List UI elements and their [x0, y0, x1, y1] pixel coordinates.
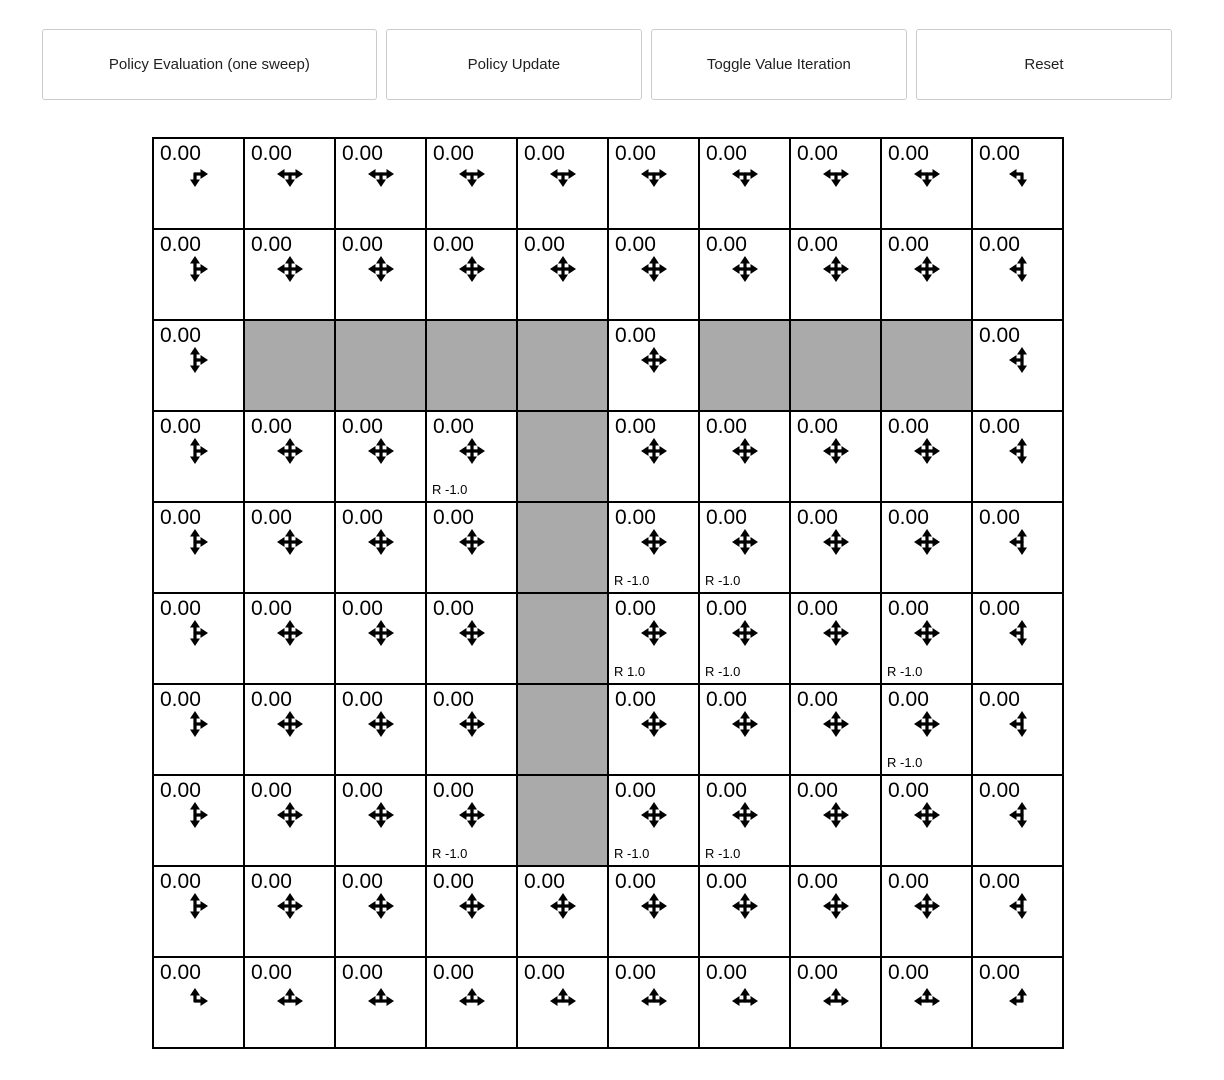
- grid-cell[interactable]: [609, 685, 698, 774]
- state-value: 0.00: [433, 415, 474, 438]
- state-value: 0.00: [433, 506, 474, 529]
- policy-arrow-udlr-icon: [427, 434, 516, 468]
- state-value: 0.00: [160, 779, 201, 802]
- grid-cell[interactable]: [700, 139, 789, 228]
- policy-arrow-udlr-icon: [245, 434, 334, 468]
- policy-arrow-udlr-icon: [427, 889, 516, 923]
- state-value: 0.00: [433, 597, 474, 620]
- state-value: 0.00: [524, 870, 565, 893]
- state-value: 0.00: [251, 142, 292, 165]
- grid-cell[interactable]: [882, 230, 971, 319]
- grid-cell[interactable]: [336, 230, 425, 319]
- policy-arrow-udlr-icon: [700, 798, 789, 832]
- policy-arrow-ldr-icon: [609, 161, 698, 195]
- reward-label: R -1.0: [614, 846, 650, 861]
- grid-cell[interactable]: [791, 867, 880, 956]
- state-value: 0.00: [888, 233, 929, 256]
- policy-arrow-udlr-icon: [791, 616, 880, 650]
- state-value: 0.00: [706, 688, 747, 711]
- state-value: 0.00: [342, 233, 383, 256]
- state-value: 0.00: [888, 415, 929, 438]
- grid-cell[interactable]: [336, 594, 425, 683]
- state-value: 0.00: [251, 779, 292, 802]
- grid-cell[interactable]: [882, 958, 971, 1047]
- policy-arrow-ld-icon: [973, 161, 1062, 195]
- state-value: 0.00: [251, 415, 292, 438]
- policy-arrow-udlr-icon: [245, 889, 334, 923]
- reward-label: R -1.0: [614, 573, 650, 588]
- policy-arrow-ulr-icon: [700, 980, 789, 1014]
- state-value: 0.00: [524, 961, 565, 984]
- state-value: 0.00: [251, 233, 292, 256]
- policy-arrow-udlr-icon: [336, 616, 425, 650]
- toolbar: [42, 29, 1172, 100]
- policy-arrow-udlr-icon: [882, 434, 971, 468]
- policy-arrow-ldr-icon: [245, 161, 334, 195]
- state-value: 0.00: [342, 142, 383, 165]
- grid-cell[interactable]: [154, 867, 243, 956]
- policy-arrow-ulr-icon: [336, 980, 425, 1014]
- policy-arrow-udl-icon: [973, 616, 1062, 650]
- state-value: 0.00: [160, 961, 201, 984]
- grid-cell[interactable]: [791, 776, 880, 865]
- state-value: 0.00: [797, 779, 838, 802]
- policy-arrow-udlr-icon: [245, 707, 334, 741]
- grid-cell[interactable]: [700, 685, 789, 774]
- grid-cell[interactable]: [245, 503, 334, 592]
- policy-arrow-udlr-icon: [245, 525, 334, 559]
- grid-cell[interactable]: [973, 230, 1062, 319]
- grid-cell[interactable]: [973, 776, 1062, 865]
- state-value: 0.00: [706, 961, 747, 984]
- state-value: 0.00: [524, 233, 565, 256]
- policy-arrow-udlr-icon: [609, 889, 698, 923]
- grid-cell[interactable]: [427, 412, 516, 501]
- policy-update-button[interactable]: Policy Update: [386, 29, 642, 100]
- state-value: 0.00: [979, 324, 1020, 347]
- grid-cell[interactable]: [973, 594, 1062, 683]
- grid-cell[interactable]: [973, 503, 1062, 592]
- reward-label: R -1.0: [705, 573, 741, 588]
- reward-label: R -1.0: [432, 482, 468, 497]
- reward-label: R -1.0: [887, 755, 923, 770]
- grid-cell[interactable]: [700, 230, 789, 319]
- state-value: 0.00: [979, 415, 1020, 438]
- wall-cell: [882, 321, 971, 410]
- grid-cell[interactable]: [518, 958, 607, 1047]
- grid-cell[interactable]: [154, 230, 243, 319]
- grid-cell[interactable]: [791, 230, 880, 319]
- state-value: 0.00: [251, 506, 292, 529]
- state-value: 0.00: [797, 597, 838, 620]
- wall-cell: [518, 776, 607, 865]
- state-value: 0.00: [615, 506, 656, 529]
- state-value: 0.00: [706, 415, 747, 438]
- policy-arrow-udlr-icon: [882, 252, 971, 286]
- state-value: 0.00: [524, 142, 565, 165]
- grid-cell[interactable]: [427, 503, 516, 592]
- policy-arrow-udlr-icon: [882, 525, 971, 559]
- grid-cell[interactable]: [427, 139, 516, 228]
- policy-arrow-udlr-icon: [791, 707, 880, 741]
- grid-cell[interactable]: [154, 321, 243, 410]
- wall-cell: [518, 412, 607, 501]
- grid-cell[interactable]: [882, 685, 971, 774]
- policy-arrow-udl-icon: [973, 252, 1062, 286]
- state-value: 0.00: [342, 415, 383, 438]
- state-value: 0.00: [888, 688, 929, 711]
- state-value: 0.00: [160, 324, 201, 347]
- policy-arrow-udl-icon: [973, 343, 1062, 377]
- state-value: 0.00: [615, 870, 656, 893]
- state-value: 0.00: [615, 415, 656, 438]
- grid-cell[interactable]: [518, 230, 607, 319]
- grid-cell[interactable]: [791, 685, 880, 774]
- grid-cell[interactable]: [700, 867, 789, 956]
- policy-arrow-udl-icon: [973, 707, 1062, 741]
- grid-cell[interactable]: [791, 139, 880, 228]
- grid-cell[interactable]: [154, 594, 243, 683]
- policy-arrow-ldr-icon: [336, 161, 425, 195]
- grid-cell[interactable]: [245, 867, 334, 956]
- grid-cell[interactable]: [154, 776, 243, 865]
- grid-cell[interactable]: [609, 594, 698, 683]
- grid-cell[interactable]: [245, 230, 334, 319]
- state-value: 0.00: [979, 506, 1020, 529]
- policy-arrow-udlr-icon: [700, 616, 789, 650]
- state-value: 0.00: [706, 506, 747, 529]
- policy-arrow-udlr-icon: [609, 707, 698, 741]
- state-value: 0.00: [342, 961, 383, 984]
- gridworld: [152, 137, 1064, 1049]
- state-value: 0.00: [615, 324, 656, 347]
- wall-cell: [700, 321, 789, 410]
- policy-arrow-udlr-icon: [427, 798, 516, 832]
- grid-cell[interactable]: [882, 139, 971, 228]
- grid-cell[interactable]: [336, 958, 425, 1047]
- state-value: 0.00: [615, 142, 656, 165]
- policy-arrow-udlr-icon: [427, 707, 516, 741]
- grid-cell[interactable]: [973, 321, 1062, 410]
- state-value: 0.00: [706, 233, 747, 256]
- policy-arrow-udlr-icon: [609, 252, 698, 286]
- grid-cell[interactable]: [427, 594, 516, 683]
- grid-cell[interactable]: [882, 503, 971, 592]
- wall-cell: [336, 321, 425, 410]
- state-value: 0.00: [888, 870, 929, 893]
- grid-cell[interactable]: [245, 139, 334, 228]
- grid-cell[interactable]: [973, 958, 1062, 1047]
- policy-arrow-ur-icon: [154, 980, 243, 1014]
- state-value: 0.00: [888, 961, 929, 984]
- state-value: 0.00: [888, 779, 929, 802]
- reward-label: R 1.0: [614, 664, 646, 679]
- policy-arrow-udr-icon: [154, 525, 243, 559]
- state-value: 0.00: [615, 779, 656, 802]
- grid-cell[interactable]: [882, 594, 971, 683]
- policy-arrow-ul-icon: [973, 980, 1062, 1014]
- state-value: 0.00: [433, 779, 474, 802]
- grid-cell[interactable]: [791, 958, 880, 1047]
- state-value: 0.00: [160, 233, 201, 256]
- grid-cell[interactable]: [245, 776, 334, 865]
- policy-arrow-udlr-icon: [882, 798, 971, 832]
- grid-cell[interactable]: [518, 139, 607, 228]
- state-value: 0.00: [342, 779, 383, 802]
- state-value: 0.00: [615, 688, 656, 711]
- wall-cell: [245, 321, 334, 410]
- policy-arrow-udlr-icon: [791, 798, 880, 832]
- grid-cell[interactable]: [791, 412, 880, 501]
- state-value: 0.00: [979, 233, 1020, 256]
- policy-arrow-udlr-icon: [609, 798, 698, 832]
- grid-cell[interactable]: [336, 685, 425, 774]
- grid-cell[interactable]: [700, 412, 789, 501]
- state-value: 0.00: [433, 870, 474, 893]
- grid-cell[interactable]: [154, 958, 243, 1047]
- grid-cell[interactable]: [791, 594, 880, 683]
- policy-arrow-ldr-icon: [791, 161, 880, 195]
- grid-cell[interactable]: [336, 867, 425, 956]
- state-value: 0.00: [160, 597, 201, 620]
- policy-arrow-udlr-icon: [700, 889, 789, 923]
- grid-cell[interactable]: [154, 685, 243, 774]
- policy-arrow-ulr-icon: [882, 980, 971, 1014]
- policy-arrow-udlr-icon: [336, 434, 425, 468]
- wall-cell: [518, 685, 607, 774]
- wall-cell: [518, 503, 607, 592]
- grid-cell[interactable]: [245, 685, 334, 774]
- state-value: 0.00: [888, 142, 929, 165]
- policy-arrow-ulr-icon: [518, 980, 607, 1014]
- state-value: 0.00: [615, 961, 656, 984]
- state-value: 0.00: [160, 506, 201, 529]
- policy-arrow-udlr-icon: [245, 616, 334, 650]
- grid-cell[interactable]: [609, 958, 698, 1047]
- state-value: 0.00: [797, 415, 838, 438]
- grid-cell[interactable]: [245, 958, 334, 1047]
- policy-arrow-udlr-icon: [336, 252, 425, 286]
- state-value: 0.00: [342, 688, 383, 711]
- policy-arrow-udlr-icon: [791, 252, 880, 286]
- grid-cell[interactable]: [427, 685, 516, 774]
- policy-arrow-udlr-icon: [427, 616, 516, 650]
- grid-cell[interactable]: [791, 503, 880, 592]
- grid-cell[interactable]: [427, 230, 516, 319]
- policy-arrow-udlr-icon: [882, 616, 971, 650]
- grid-cell[interactable]: [245, 412, 334, 501]
- policy-arrow-udlr-icon: [336, 707, 425, 741]
- grid-cell[interactable]: [427, 958, 516, 1047]
- grid-cell[interactable]: [973, 685, 1062, 774]
- policy-arrow-udlr-icon: [791, 525, 880, 559]
- policy-arrow-udr-icon: [154, 707, 243, 741]
- state-value: 0.00: [251, 688, 292, 711]
- policy-arrow-udlr-icon: [791, 889, 880, 923]
- state-value: 0.00: [706, 597, 747, 620]
- grid-cell[interactable]: [245, 594, 334, 683]
- state-value: 0.00: [251, 961, 292, 984]
- reward-label: R -1.0: [432, 846, 468, 861]
- grid-cell[interactable]: [427, 867, 516, 956]
- state-value: 0.00: [797, 142, 838, 165]
- grid-cell[interactable]: [700, 594, 789, 683]
- state-value: 0.00: [979, 779, 1020, 802]
- wall-cell: [791, 321, 880, 410]
- policy-arrow-udlr-icon: [700, 434, 789, 468]
- policy-arrow-ulr-icon: [245, 980, 334, 1014]
- policy-arrow-udlr-icon: [882, 707, 971, 741]
- policy-arrow-udlr-icon: [336, 798, 425, 832]
- state-value: 0.00: [160, 142, 201, 165]
- policy-arrow-udl-icon: [973, 798, 1062, 832]
- state-value: 0.00: [615, 597, 656, 620]
- state-value: 0.00: [797, 233, 838, 256]
- state-value: 0.00: [888, 597, 929, 620]
- policy-arrow-udlr-icon: [427, 252, 516, 286]
- state-value: 0.00: [979, 961, 1020, 984]
- policy-arrow-ldr-icon: [518, 161, 607, 195]
- wall-cell: [427, 321, 516, 410]
- reset-button[interactable]: Reset: [916, 29, 1172, 100]
- policy-arrow-udlr-icon: [700, 252, 789, 286]
- policy-arrow-udr-icon: [154, 343, 243, 377]
- policy-arrow-udr-icon: [154, 434, 243, 468]
- reward-label: R -1.0: [705, 664, 741, 679]
- grid-cell[interactable]: [700, 958, 789, 1047]
- policy-arrow-ulr-icon: [791, 980, 880, 1014]
- grid-cell[interactable]: [609, 503, 698, 592]
- grid-cell[interactable]: [154, 412, 243, 501]
- grid-cell[interactable]: [700, 776, 789, 865]
- state-value: 0.00: [251, 870, 292, 893]
- policy-arrow-udlr-icon: [427, 525, 516, 559]
- state-value: 0.00: [251, 597, 292, 620]
- grid-cell[interactable]: [336, 776, 425, 865]
- grid-cell[interactable]: [973, 139, 1062, 228]
- policy-arrow-udlr-icon: [245, 252, 334, 286]
- wall-cell: [518, 594, 607, 683]
- state-value: 0.00: [979, 142, 1020, 165]
- grid-cell[interactable]: [336, 412, 425, 501]
- grid-cell[interactable]: [973, 867, 1062, 956]
- state-value: 0.00: [888, 506, 929, 529]
- grid-cell[interactable]: [609, 139, 698, 228]
- policy-arrow-udlr-icon: [609, 343, 698, 377]
- policy-arrow-ldr-icon: [427, 161, 516, 195]
- state-value: 0.00: [342, 597, 383, 620]
- grid-cell[interactable]: [700, 503, 789, 592]
- state-value: 0.00: [979, 870, 1020, 893]
- grid-cell[interactable]: [154, 139, 243, 228]
- policy-arrow-udlr-icon: [882, 889, 971, 923]
- state-value: 0.00: [160, 688, 201, 711]
- state-value: 0.00: [433, 688, 474, 711]
- policy-arrow-ldr-icon: [700, 161, 789, 195]
- policy-arrow-udl-icon: [973, 434, 1062, 468]
- state-value: 0.00: [706, 779, 747, 802]
- grid-cell[interactable]: [609, 776, 698, 865]
- policy-arrow-udlr-icon: [700, 525, 789, 559]
- policy-arrow-udlr-icon: [518, 889, 607, 923]
- state-value: 0.00: [706, 142, 747, 165]
- policy-arrow-udr-icon: [154, 798, 243, 832]
- policy-arrow-udlr-icon: [336, 889, 425, 923]
- policy-arrow-udlr-icon: [791, 434, 880, 468]
- state-value: 0.00: [797, 961, 838, 984]
- policy-evaluation-button[interactable]: Policy Evaluation (one sweep): [42, 29, 377, 100]
- policy-arrow-ulr-icon: [609, 980, 698, 1014]
- state-value: 0.00: [979, 688, 1020, 711]
- grid-cell[interactable]: [609, 867, 698, 956]
- policy-arrow-dr-icon: [154, 161, 243, 195]
- policy-arrow-udlr-icon: [609, 616, 698, 650]
- grid-cell[interactable]: [154, 503, 243, 592]
- grid-cell[interactable]: [882, 867, 971, 956]
- state-value: 0.00: [342, 506, 383, 529]
- reward-label: R -1.0: [887, 664, 923, 679]
- policy-arrow-udlr-icon: [336, 525, 425, 559]
- policy-arrow-udlr-icon: [700, 707, 789, 741]
- wall-cell: [518, 321, 607, 410]
- state-value: 0.00: [797, 688, 838, 711]
- reward-label: R -1.0: [705, 846, 741, 861]
- grid-cell[interactable]: [336, 503, 425, 592]
- policy-arrow-udlr-icon: [245, 798, 334, 832]
- grid-cell[interactable]: [609, 412, 698, 501]
- policy-arrow-ulr-icon: [427, 980, 516, 1014]
- state-value: 0.00: [160, 870, 201, 893]
- grid-cell[interactable]: [973, 412, 1062, 501]
- grid-cell[interactable]: [427, 776, 516, 865]
- policy-arrow-udl-icon: [973, 525, 1062, 559]
- state-value: 0.00: [797, 506, 838, 529]
- state-value: 0.00: [433, 142, 474, 165]
- policy-arrow-ldr-icon: [882, 161, 971, 195]
- state-value: 0.00: [706, 870, 747, 893]
- policy-arrow-udlr-icon: [609, 434, 698, 468]
- state-value: 0.00: [160, 415, 201, 438]
- state-value: 0.00: [433, 233, 474, 256]
- state-value: 0.00: [615, 233, 656, 256]
- state-value: 0.00: [979, 597, 1020, 620]
- grid-cell[interactable]: [882, 412, 971, 501]
- grid-cell[interactable]: [882, 776, 971, 865]
- policy-arrow-udr-icon: [154, 616, 243, 650]
- state-value: 0.00: [433, 961, 474, 984]
- toggle-value-iteration-button[interactable]: Toggle Value Iteration: [651, 29, 907, 100]
- policy-arrow-udr-icon: [154, 889, 243, 923]
- grid-cell[interactable]: [609, 321, 698, 410]
- policy-arrow-udr-icon: [154, 252, 243, 286]
- grid-cell[interactable]: [609, 230, 698, 319]
- state-value: 0.00: [797, 870, 838, 893]
- grid-cell[interactable]: [518, 867, 607, 956]
- state-value: 0.00: [342, 870, 383, 893]
- policy-arrow-udl-icon: [973, 889, 1062, 923]
- policy-arrow-udlr-icon: [609, 525, 698, 559]
- policy-arrow-udlr-icon: [518, 252, 607, 286]
- grid-cell[interactable]: [336, 139, 425, 228]
